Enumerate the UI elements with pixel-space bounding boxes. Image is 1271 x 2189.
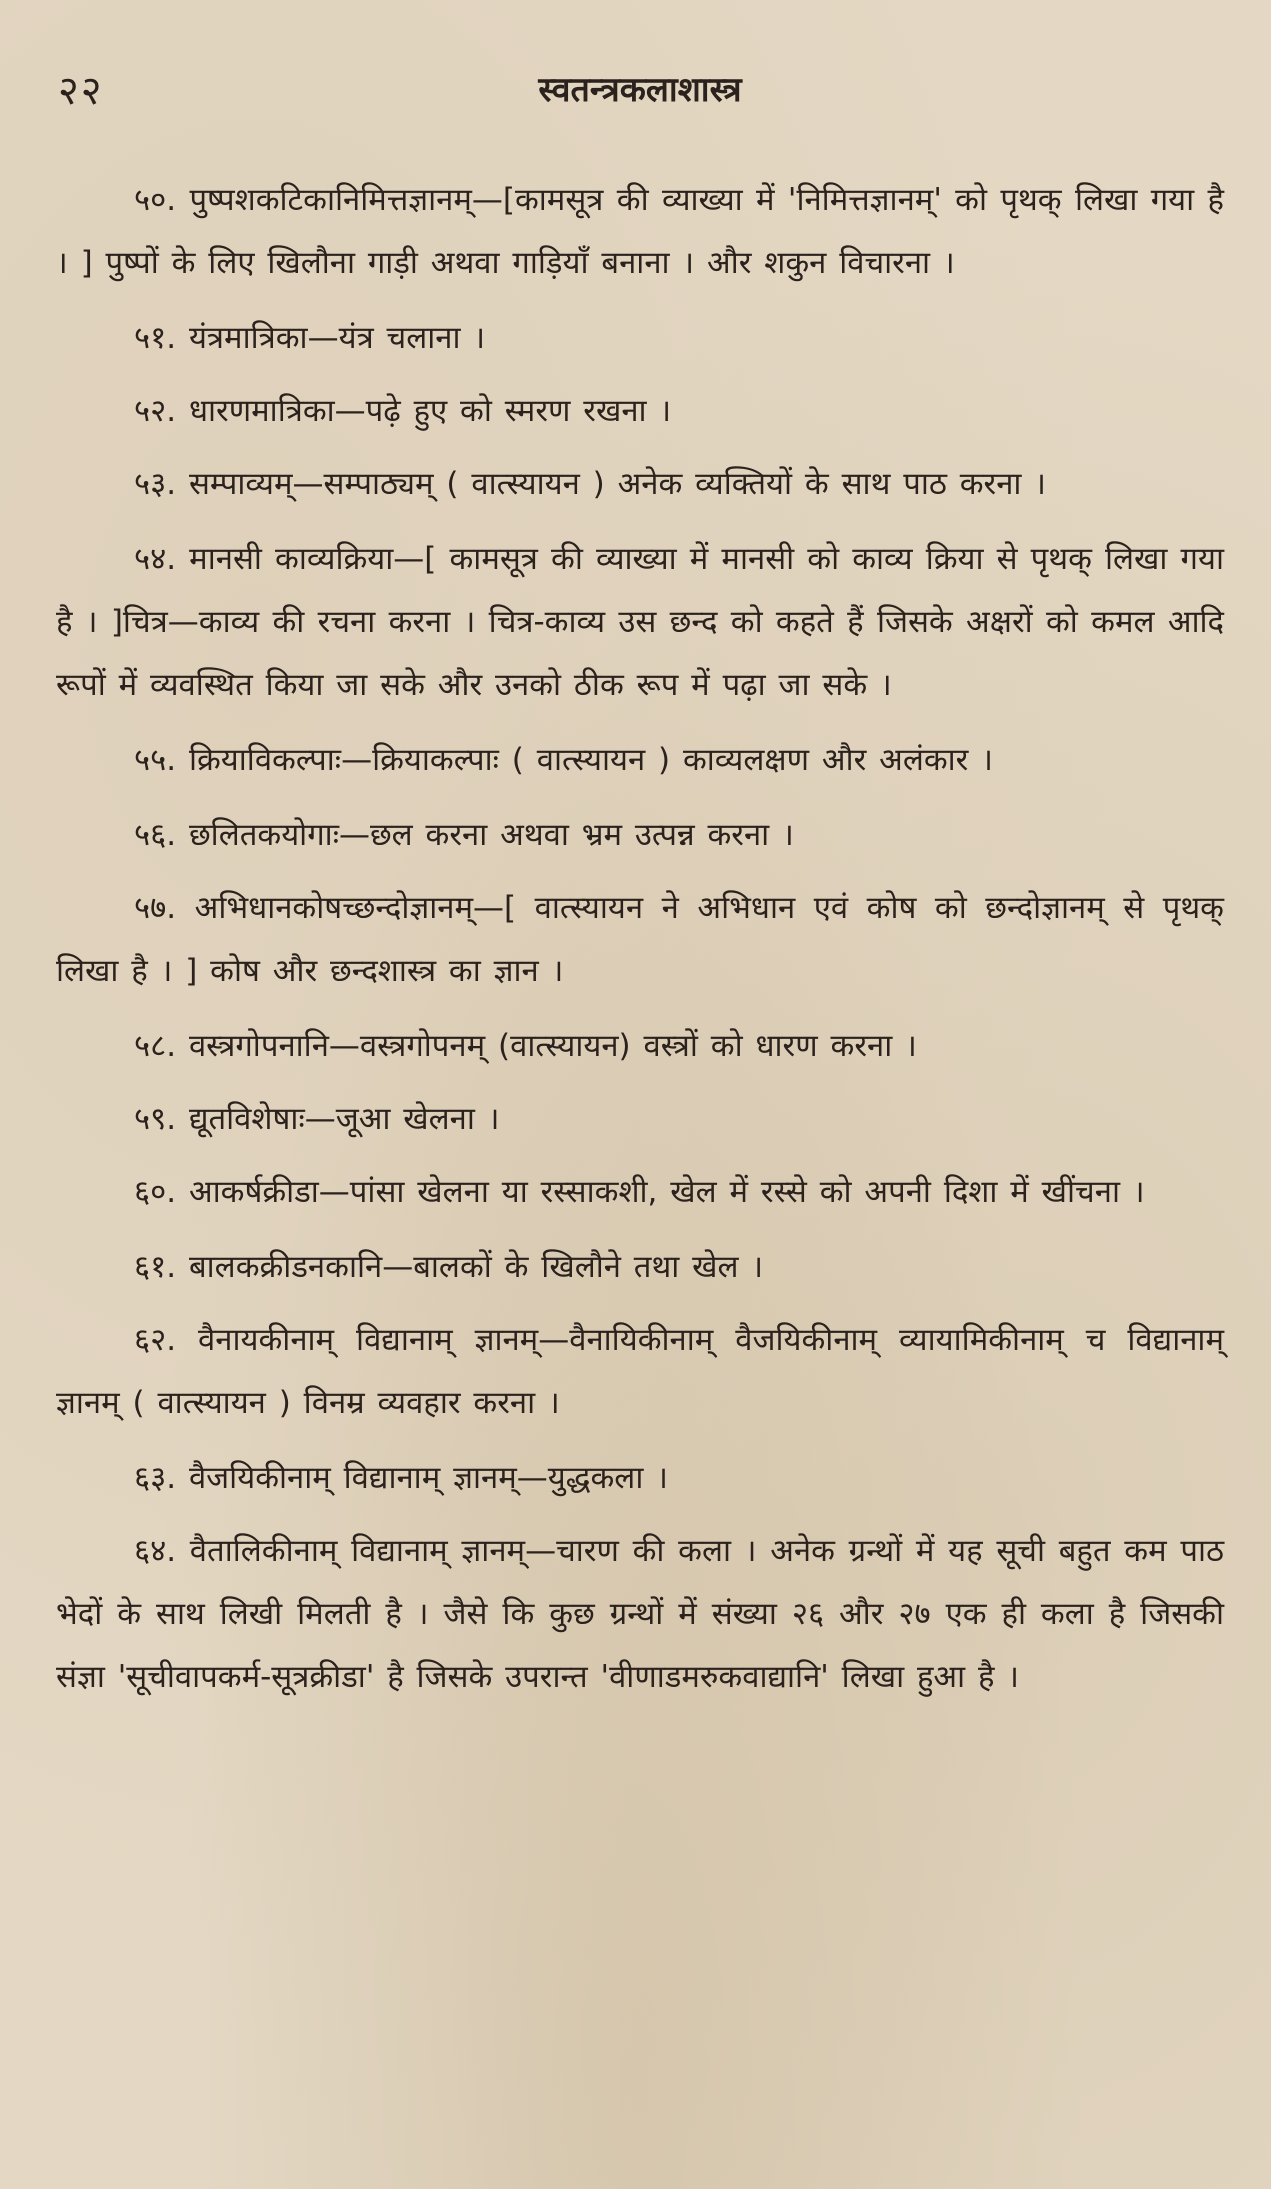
entry-53: ५३. सम्पाव्यम्—सम्पाठ्यम् ( वात्स्यायन ) अनेक व्यक्तियों के साथ पाठ करना ।	[134, 466, 1047, 502]
page-header	[56, 55, 1224, 115]
book-page	[56, 55, 1224, 1721]
entry-54: ५४. मानसी काव्यक्रिया—[ कामसूत्र की व्याख्या में मानसी को काव्य क्रिया से पृथक् लिखा गया है । ]चित्र—काव्य की रचना करना । चित्र-काव्य उस छन्द को कहते हैं जिसके अक्षरों को कमल आदि रूपों में व्यवस्थित किया जा सके और उनको ठीक रूप में पढ़ा जा सके ।	[56, 541, 1224, 703]
entry-62: ६२. वैनायकीनाम् विद्यानाम् ज्ञानम्—वैनायिकीनाम् वैजयिकीनाम् व्यायामिकीनाम् च विद्यानाम् ज्ञानम् ( वात्स्यायन ) विनम्र व्यवहार करना ।	[56, 1322, 1224, 1421]
running-title: स्वतन्त्रकलाशास्त्र	[538, 70, 742, 110]
entry-63: ६३. वैजयिकीनाम् विद्यानाम् ज्ञानम्—युद्धकला ।	[134, 1460, 668, 1496]
entry-50: ५०. पुष्पशकटिकानिमित्तज्ञानम्—[कामसूत्र की व्याख्या में 'निमित्तज्ञानम्' को पृथक् लिखा गया है । ] पुष्पों के लिए खिलौना गाड़ी अथवा गाड़ियाँ बनाना । और शकुन विचारना ।	[56, 182, 1224, 281]
entry-58: ५८. वस्त्रगोपनानि—वस्त्रगोपनम् (वात्स्यायन) वस्त्रों को धारण करना ।	[134, 1028, 917, 1064]
entry-61: ६१. बालकक्रीडनकानि—बालकों के खिलौने तथा खेल ।	[134, 1249, 764, 1285]
entry-59: ५९. द्यूतविशेषाः—जूआ खेलना ।	[134, 1101, 500, 1137]
entry-52: ५२. धारणमात्रिका—पढ़े हुए को स्मरण रखना ।	[134, 393, 672, 429]
entry-60: ६०. आकर्षक्रीडा—पांसा खेलना या रस्साकशी, खेल में रस्से को अपनी दिशा में खींचना ।	[134, 1174, 1145, 1210]
entry-57: ५७. अभिधानकोषच्छन्दोज्ञानम्—[ वात्स्यायन ने अभिधान एवं कोष को छन्दोज्ञानम् से पृथक् लिखा है । ] कोष और छन्दशास्त्र का ज्ञान ।	[56, 890, 1224, 989]
entry-51: ५१. यंत्रमात्रिका—यंत्र चलाना ।	[134, 320, 486, 356]
entry-56: ५६. छलितकयोगाः—छल करना अथवा भ्रम उत्पन्न करना ।	[134, 817, 794, 853]
entry-64: ६४. वैतालिकीनाम् विद्यानाम् ज्ञानम्—चारण की कला । अनेक ग्रन्थों में यह सूची बहुत कम पाठ भेदों के साथ लिखी मिलती है । जैसे कि कुछ ग्रन्थों में संख्या २६ और २७ एक ही कला है जिसकी संज्ञा 'सूचीवापकर्म-सूत्रक्रीडा' है जिसके उपरान्त 'वीणाडमरुकवाद्यानि' लिखा हुआ है ।	[56, 1533, 1224, 1695]
page-number: २२	[58, 68, 104, 114]
entry-55: ५५. क्रियाविकल्पाः—क्रियाकल्पाः ( वात्स्यायन ) काव्यलक्षण और अलंकार ।	[134, 742, 993, 778]
entry-list	[56, 169, 1224, 1709]
